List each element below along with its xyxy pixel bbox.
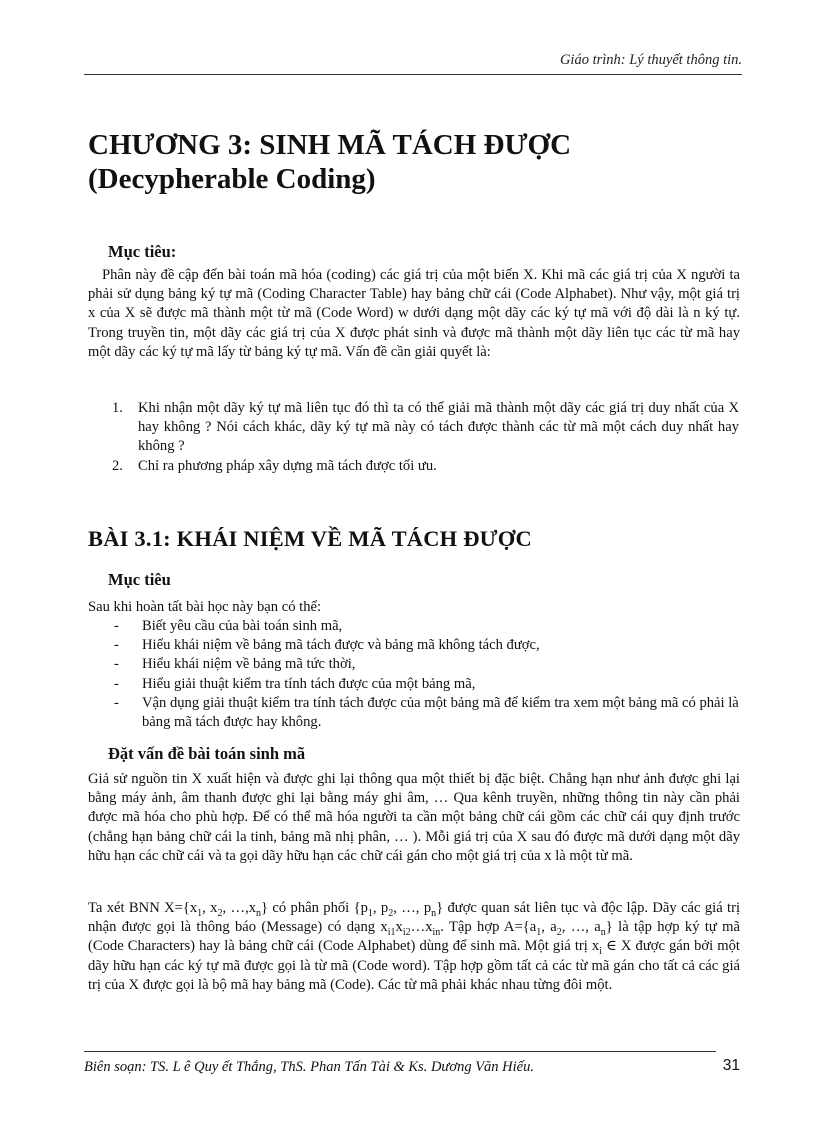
lesson-objectives-heading: Mục tiêu xyxy=(108,570,171,589)
lesson-bullets xyxy=(114,617,740,732)
list-item-text: Khi nhận một dãy ký tự mã liên tục đó thì ta có thể giải mã thành một dãy các giá trị duy nhất của X hay không ? Nói cách khác, dãy ký tự mã này có tách được thành các từ mã một cách duy nhất hay không ? xyxy=(138,400,739,455)
list-item xyxy=(112,399,739,457)
problem-paragraph-1: Giả sử nguồn tin X xuất hiện và được ghi lại thông qua một thiết bị đặc biệt. Chẳng hạn như ảnh được ghi lại bằng máy ảnh, âm thanh được ghi lại bằng máy ghi âm, … Qua kênh truyền, những thông tin này cần phải được mã hóa cho phù hợp. Để có thể mã hóa người ta cần một bảng chữ cái gồm các chữ cái quy định trước (chẳng hạn bảng chữ cái la tinh, bảng mã nhị phân, … ). Mỗi giá trị của X sau đó được mã dưới dạng một dãy hữu hạn các chữ cái và ta gọi dãy hữu hạn các chữ cái gán cho một giá trị của x là một từ mã. xyxy=(88,771,740,864)
header-rule xyxy=(84,74,742,75)
objectives-paragraph xyxy=(88,266,740,362)
list-number: 1. xyxy=(112,400,123,416)
problem-heading: Đặt vấn đề bài toán sinh mã xyxy=(108,744,306,763)
chapter-title xyxy=(88,128,571,196)
dash-marker: - xyxy=(114,694,119,711)
objectives-paragraph-text: Phân này đề cập đến bài toán mã hóa (coding) các giá trị của một biến X. Khi mã các giá trị của X người ta phải sử dụng bảng ký tự mã (Coding Character Table) hay bảng chữ cái (Code Alphabet). Như vậy, một giá trị x của X sẽ được mã thành một từ mã (Code Word) w dưới dạng một dãy các ký tự mã với độ dài là n ký tự. Trong truyền tin, một dãy các giá trị của X được phát sinh và được mã thành một dãy liên tục các từ mã hay một dãy các ký tự mã lấy từ bảng ký tự mã. Vấn đề cần giải quyết là: xyxy=(88,267,740,360)
list-item-text: Hiểu giải thuật kiểm tra tính tách được của một bảng mã, xyxy=(142,675,476,692)
dash-marker: - xyxy=(114,675,119,692)
footer-credits: Biên soạn: TS. L ê Quy ết Thắng, ThS. Phan Tấn Tài & Ks. Dương Văn Hiếu. xyxy=(84,1059,534,1075)
dash-marker: - xyxy=(114,656,119,673)
footer-rule xyxy=(84,1051,716,1052)
list-number: 2. xyxy=(112,457,123,474)
objectives-heading: Mục tiêu: xyxy=(108,242,177,261)
lesson-intro: Sau khi hoàn tất bài học này bạn có thể: xyxy=(88,599,322,615)
chapter-title-line2: (Decypherable Coding) xyxy=(88,163,376,195)
list-item-text: Chỉ ra phương pháp xây dựng mã tách được tối ưu. xyxy=(138,457,437,474)
problem-paragraph-2: Ta xét BNN $X=\{x_1$, $x_2$, $\dots,x_n$} có phân phối {$p_1$, $p_2$, …, $p_n$} được quan sát liên tục và độc lập. Dãy các giá trị nhận được gọi là thông báo (Message) có dạng $x_{i1}x_{i2}\dots x_{in}$. Tập hợp $A=\{a_1$, $a_2$, …, $a_n$} là tập hợp ký tự mã (Code Characters) hay là bảng chữ cái (Code Alphabet) dùng để sinh mã. Một giá trị $x_i$ ∈ X được gán bởi một dãy hữu hạn các ký tự mã được gọi là từ mã (Code word). Tập hợp gồm tất cả các từ mã gán cho tất cả các giá trị của X được gọi là bộ mã hay bảng mã (Code). Các từ mã phải khác nhau từng đôi một. xyxy=(88,900,741,993)
list-item-text: Biết yêu cầu của bài toán sinh mã, xyxy=(142,618,343,634)
dash-marker: - xyxy=(114,618,119,634)
list-item-text: Hiểu khái niệm về bảng mã tách được và bảng mã không tách được, xyxy=(142,637,540,654)
list-item-text: Hiểu khái niệm về bảng mã tức thời, xyxy=(142,656,356,673)
list-item xyxy=(114,636,740,655)
dash-marker: - xyxy=(114,637,119,654)
list-item xyxy=(114,655,740,674)
chapter-title-line1: CHƯƠNG 3: SINH MÃ TÁCH ĐƯỢC xyxy=(88,129,572,161)
list-item xyxy=(112,457,739,476)
list-item xyxy=(114,694,740,732)
objectives-list xyxy=(112,399,739,476)
list-item xyxy=(114,617,740,636)
running-header: Giáo trình: Lý thuyết thông tin. xyxy=(559,52,742,68)
page-number: 31 xyxy=(722,1057,740,1074)
list-item-text: Vận dụng giải thuật kiểm tra tính tách được của một bảng mã để kiểm tra xem một bảng mã có phải là bảng mã tách được hay không. xyxy=(142,694,739,731)
lesson-title: BÀI 3.1: KHÁI NIỆM VỀ MÃ TÁCH ĐƯỢC xyxy=(88,526,532,551)
list-item xyxy=(114,675,740,694)
